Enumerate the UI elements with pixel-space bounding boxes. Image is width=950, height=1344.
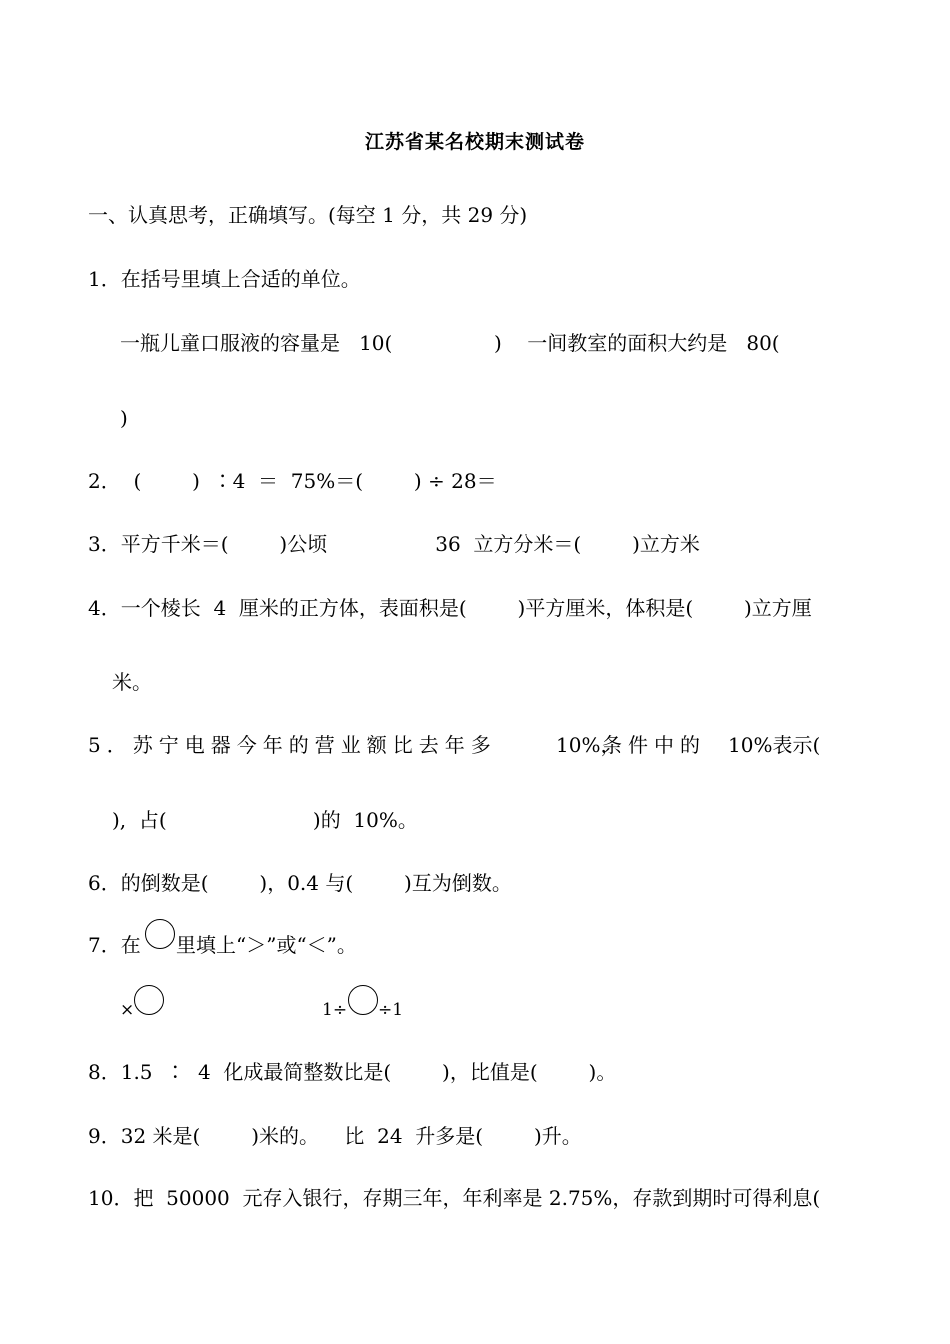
question-9: 9．32 米是( )米的。 比 24 升多是( )升。 bbox=[88, 1124, 582, 1148]
question-4-line-a: 4．一个棱长 4 厘米的正方体，表面积是( )平方厘米，体积是( )立方厘 bbox=[88, 596, 812, 620]
question-5-meaning: 10%表示( bbox=[728, 733, 821, 757]
question-7-before: 7．在 bbox=[88, 933, 141, 957]
question-7-expression-b-left: 1÷ bbox=[322, 1000, 348, 1020]
question-1-line-a: 一瓶儿童口服液的容量是 10( ) 一间教室的面积大约是 80( bbox=[120, 331, 780, 355]
question-5-condition: 条件中的 bbox=[602, 733, 706, 757]
question-6: 6．的倒数是( )，0.4 与( )互为倒数。 bbox=[88, 871, 512, 895]
question-7-expression-a: × bbox=[120, 1000, 135, 1020]
question-5-line-b: ), 占( )的 10%。 bbox=[112, 808, 418, 832]
compare-circle bbox=[145, 919, 175, 949]
question-5-percent: 10%， bbox=[556, 733, 621, 757]
question-4-line-b: 米。 bbox=[112, 670, 152, 694]
question-8: 8．1.5 ∶ 4 化成最简整数比是( )，比值是( )。 bbox=[88, 1060, 617, 1084]
page-title: 江苏省某名校期末测试卷 bbox=[364, 131, 585, 153]
answer-circle bbox=[134, 985, 164, 1015]
section-heading: 一、认真思考，正确填写。(每空 1 分，共 29 分) bbox=[88, 203, 528, 227]
question-5-prefix: 5．苏宁电器今年的营业额比去年多 bbox=[88, 733, 497, 757]
answer-circle bbox=[348, 985, 378, 1015]
question-7-expression-b-right: ÷1 bbox=[378, 1000, 404, 1020]
question-1-stem: 1．在括号里填上合适的单位。 bbox=[88, 267, 361, 291]
question-2: 2． ( ) ∶4 ＝ 75%＝( ) ÷ 28＝ bbox=[88, 469, 497, 493]
question-7-after: 里填上“＞”或“＜”。 bbox=[176, 933, 357, 957]
question-1-line-b: ) bbox=[120, 406, 128, 430]
question-10: 10．把 50000 元存入银行，存期三年，年利率是 2.75%，存款到期时可得利息( bbox=[88, 1186, 821, 1210]
question-3: 3．平方千米＝( )公顷 36 立方分米＝( )立方米 bbox=[88, 532, 700, 556]
